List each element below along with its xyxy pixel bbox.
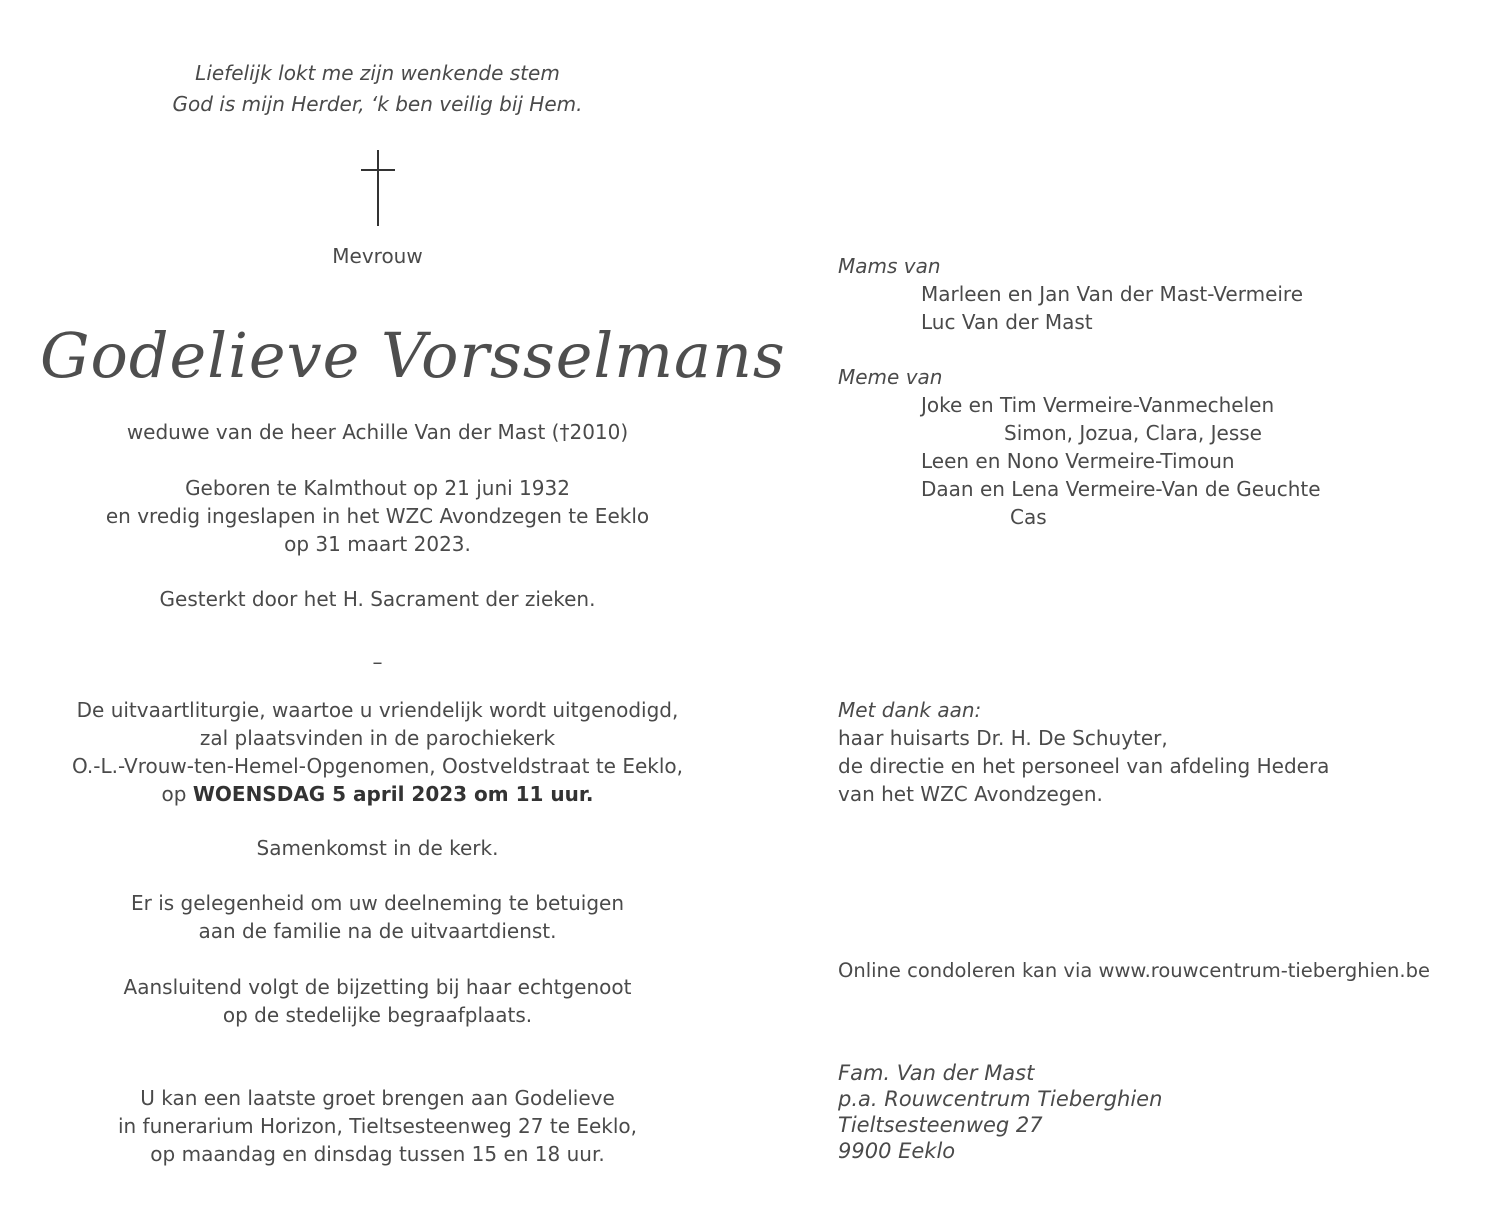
family-item: Joke en Tim Vermeire-Vanmechelen [921,393,1275,417]
sacrament-line: Gesterkt door het H. Sacrament der zieken. [159,587,596,611]
funeral-date-line: op WOENSDAG 5 april 2023 om 11 uur. [161,782,594,806]
family-item: Leen en Nono Vermeire-Timoun [921,449,1235,473]
verse-line-1: Liefelijk lokt me zijn wenkende stem [195,61,560,85]
burial-block: Aansluitend volgt de bijzetting bij haar echtgenoot op de stedelijke begraafplaats. [123,975,632,1027]
gathering-line: Samenkomst in de kerk. [256,836,499,860]
mams-heading: Mams van [838,254,941,278]
online-condolence: Online condoleren kan via www.rouwcentrum-tieberghien.be [838,959,1430,982]
small-cross-icon: † [559,420,570,444]
child-item: Marleen en Jan Van der Mast-Vermeire [921,282,1304,306]
family-item: Daan en Lena Vermeire-Van de Geuchte [921,477,1321,501]
widow-line: weduwe van de heer Achille Van der Mast (†2010) [126,420,629,444]
condolence-block: Er is gelegenheid om uw deelneming te betuigen aan de familie na de uitvaartdienst. [130,891,624,943]
visit-block: U kan een laatste groet brengen aan Godelieve in funerarium Horizon, Tieltsesteenweg 27 te Eeklo, op maandag en dinsdag tussen 15 en 18 uur. [117,1086,638,1166]
funeral-date: WOENSDAG 5 april 2023 om 11 uur. [192,782,594,806]
separator-dash: – [372,650,383,674]
meme-heading: Meme van [838,365,943,389]
birth-block: Geboren te Kalmthout op 21 juni 1932 en vredig ingeslapen in het WZC Avondzegen te Eeklo op 31 maart 2023. [105,476,650,556]
address-block: Fam. Van der Mast p.a. Rouwcentrum Tieberghien Tieltsesteenweg 27 9900 Eeklo [838,1061,1163,1163]
verse-line-2: God is mijn Herder, ‘k ben veilig bij Hem. [172,92,583,116]
funeral-block: De uitvaartliturgie, waartoe u vriendelijk wordt uitgenodigd, zal plaatsvinden in de parochiekerk O.-L.-Vrouw-ten-Hemel-Opgenomen, Oostveldstraat te Eeklo, op WOENSDAG 5 april 2023 om 11 uur. [40,696,715,808]
grandchildren-item: Simon, Jozua, Clara, Jesse [1004,421,1262,445]
verse [40,58,715,120]
cross-icon [361,150,395,228]
deceased-name: Godelieve Vorsselmans [40,319,786,392]
child-item: Luc Van der Mast [921,310,1093,334]
mams-block [838,252,1498,336]
thanks-block: Met dank aan: haar huisarts Dr. H. De Schuyter, de directie en het personeel van afdeling Hedera van het WZC Avondzegen. [838,696,1498,808]
meme-block [838,363,1498,531]
title-mevrouw: Mevrouw [332,244,423,268]
grandchildren-item: Cas [1010,505,1047,529]
thanks-heading: Met dank aan: [838,698,982,722]
